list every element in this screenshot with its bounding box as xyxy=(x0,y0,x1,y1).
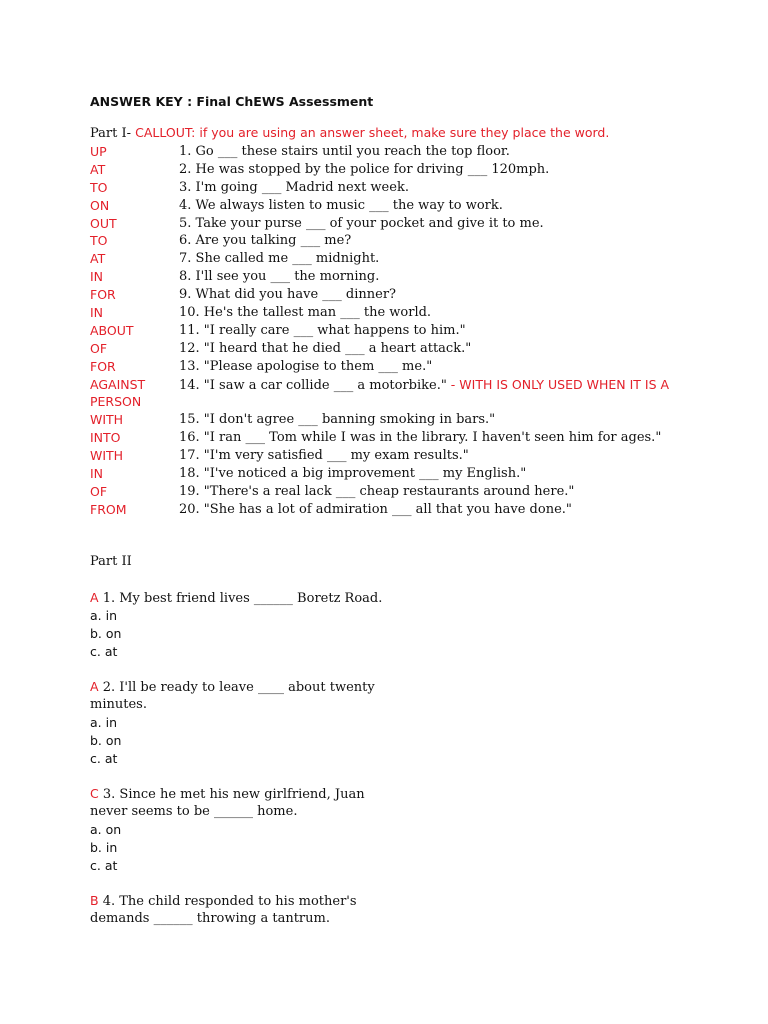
answer-word: FOR xyxy=(90,358,116,374)
question-text: 12. "I heard that he died ___ a heart attack." xyxy=(179,340,472,356)
answer-row xyxy=(90,393,730,411)
answer-row xyxy=(90,501,730,519)
answer-row xyxy=(90,268,730,286)
question-text: 11. "I really care ___ what happens to him." xyxy=(179,322,466,338)
answer-word: IN xyxy=(90,269,104,285)
answer-row xyxy=(90,340,730,358)
question-text: 10. He's the tallest man ___ the world. xyxy=(179,305,432,321)
question-text: 6. Are you talking ___ me? xyxy=(179,233,352,249)
question-text: 13. "Please apologise to them ___ me." xyxy=(179,358,433,374)
question-text-main: 14. "I saw a car collide ___ a motorbike." xyxy=(179,377,447,393)
question-line-continued: never seems to be ______ home. xyxy=(90,803,298,819)
question-text: 7. She called me ___ midnight. xyxy=(179,251,380,267)
answer-row xyxy=(90,304,730,322)
question-text: 4. The child responded to his mother's xyxy=(102,894,357,909)
answer-row xyxy=(90,411,730,429)
answer-note: - WITH IS ONLY USED WHEN IT IS A xyxy=(446,376,670,392)
answer-word: UP xyxy=(90,144,107,159)
question-text: 1. Go ___ these stairs until you reach the top floor. xyxy=(179,144,510,159)
answer-word: IN xyxy=(90,305,104,321)
question-text: 4. We always listen to music ___ the way to work. xyxy=(179,197,503,213)
answer-row xyxy=(90,483,730,501)
answer-row xyxy=(90,161,730,179)
answer-row xyxy=(90,376,730,394)
question-text: 18. "I've noticed a big improvement ___ my English." xyxy=(179,466,527,482)
question-line-continued: demands ______ throwing a tantrum. xyxy=(90,910,330,926)
option-c: c. at xyxy=(90,643,118,659)
question-line-continued: minutes. xyxy=(90,696,147,712)
option-a: a. in xyxy=(90,607,118,623)
option-a: a. in xyxy=(90,714,118,730)
answer-row xyxy=(90,322,730,340)
part1-label: Part I- xyxy=(90,126,132,141)
question-text: 5. Take your purse ___ of your pocket and give it to me. xyxy=(179,215,544,231)
question-text: 1. My best friend lives ______ Boretz Road. xyxy=(102,591,383,606)
option-a: a. on xyxy=(90,821,122,837)
answer-word: OUT xyxy=(90,215,117,231)
question-text: 16. "I ran ___ Tom while I was in the library. I haven't seen him for ages." xyxy=(179,430,662,446)
option-c: c. at xyxy=(90,750,118,766)
part2-heading: Part II xyxy=(90,554,132,569)
question-line xyxy=(90,892,390,910)
answer-word: ON xyxy=(90,197,110,213)
callout-text: CALLOUT: if you are using an answer sheet, make sure they place the word. xyxy=(135,125,610,140)
answer-row xyxy=(90,232,730,250)
answer-letter: A xyxy=(90,590,99,605)
question-text: 3. I'm going ___ Madrid next week. xyxy=(179,179,409,195)
page-title: ANSWER KEY : Final ChEWS Assessment xyxy=(90,94,374,109)
answer-word: INTO xyxy=(90,430,121,446)
mcq-question xyxy=(90,785,390,874)
answer-word: WITH xyxy=(90,448,124,464)
question-line xyxy=(90,589,390,607)
option-b: b. on xyxy=(90,625,122,641)
option-c: c. at xyxy=(90,857,118,873)
answer-row xyxy=(90,429,730,447)
question-line xyxy=(90,678,390,696)
answer-row xyxy=(90,447,730,465)
answer-row xyxy=(90,286,730,304)
answer-word: OF xyxy=(90,340,108,356)
mcq-question xyxy=(90,678,390,767)
answer-row xyxy=(90,465,730,483)
answer-word: IN xyxy=(90,466,104,482)
answer-letter: B xyxy=(90,893,99,908)
question-text: 2. He was stopped by the police for driving ___ 120mph. xyxy=(179,161,550,177)
answer-row xyxy=(90,143,730,161)
answer-word: PERSON xyxy=(90,394,142,410)
part1-heading xyxy=(90,125,609,141)
answer-word: ABOUT xyxy=(90,322,134,338)
answer-letter: A xyxy=(90,679,99,694)
question-text: 15. "I don't agree ___ banning smoking in bars." xyxy=(179,412,496,428)
question-text: 2. I'll be ready to leave ____ about twenty xyxy=(102,680,375,695)
answer-word: FOR xyxy=(90,287,116,303)
answer-row xyxy=(90,197,730,215)
answer-word: OF xyxy=(90,483,108,499)
answer-word: TO xyxy=(90,233,108,249)
option-b: b. on xyxy=(90,732,122,748)
question-text: 19. "There's a real lack ___ cheap restaurants around here." xyxy=(179,483,575,499)
answer-word: AT xyxy=(90,251,106,267)
option-b: b. in xyxy=(90,839,118,855)
part1-answer-list xyxy=(90,143,730,519)
answer-row xyxy=(90,179,730,197)
answer-word: AT xyxy=(90,161,106,177)
answer-word: FROM xyxy=(90,501,127,517)
mcq-question xyxy=(90,589,390,661)
answer-row xyxy=(90,250,730,268)
question-line xyxy=(90,785,390,803)
question-text: 9. What did you have ___ dinner? xyxy=(179,287,397,303)
question-text xyxy=(179,376,669,395)
question-text: 3. Since he met his new girlfriend, Juan xyxy=(102,787,365,802)
answer-word: WITH xyxy=(90,412,124,428)
question-text: 8. I'll see you ___ the morning. xyxy=(179,269,380,285)
question-text: 20. "She has a lot of admiration ___ all that you have done." xyxy=(179,501,572,517)
question-text: 17. "I'm very satisfied ___ my exam results." xyxy=(179,448,469,464)
answer-letter: C xyxy=(90,786,99,801)
answer-row xyxy=(90,215,730,233)
answer-row xyxy=(90,358,730,376)
answer-word: AGAINST xyxy=(90,376,146,392)
answer-word: TO xyxy=(90,179,108,195)
mcq-question xyxy=(90,892,390,928)
